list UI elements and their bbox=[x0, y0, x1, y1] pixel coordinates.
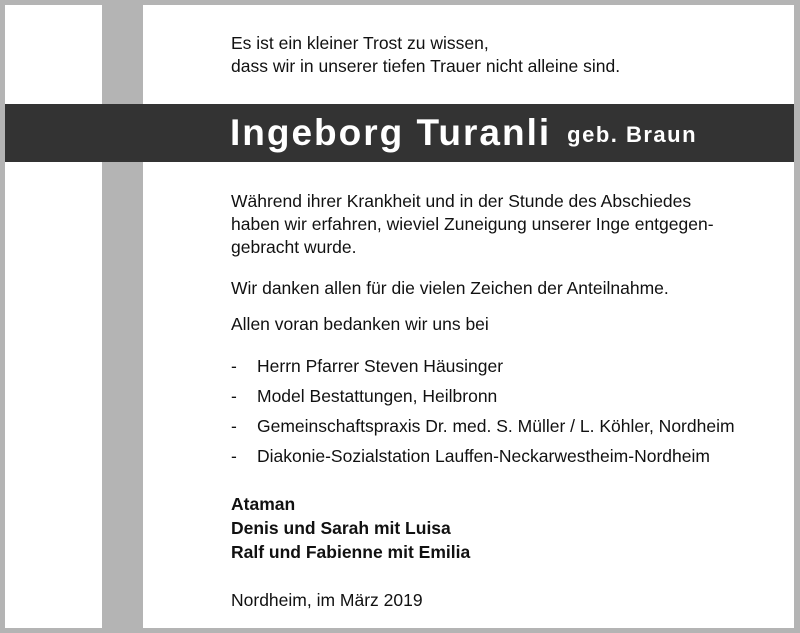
paragraph-3: Allen voran bedanken wir uns bei bbox=[231, 314, 489, 334]
dash-bullet: - bbox=[231, 386, 237, 406]
dash-bullet: - bbox=[231, 416, 237, 436]
signer-line: Ralf und Fabienne mit Emilia bbox=[231, 542, 471, 562]
dash-bullet: - bbox=[231, 446, 237, 466]
maiden-name: geb. Braun bbox=[567, 122, 698, 147]
signer-line: Denis und Sarah mit Luisa bbox=[231, 518, 451, 538]
cross-stripe-vertical bbox=[102, 5, 143, 628]
intro-line-1: Es ist ein kleiner Trost zu wissen, bbox=[231, 33, 489, 53]
list-item bbox=[231, 385, 735, 415]
signer-line: Ataman bbox=[231, 494, 296, 514]
signers bbox=[231, 492, 470, 564]
list-item-text: Diakonie-Sozialstation Lauffen-Neckarwestheim-Nordheim bbox=[257, 446, 710, 466]
intro-line-2: dass wir in unserer tiefen Trauer nicht alleine sind. bbox=[231, 56, 621, 76]
list-item-text: Gemeinschaftspraxis Dr. med. S. Müller / L. Köhler, Nordheim bbox=[257, 416, 735, 436]
list-item-text: Model Bestattungen, Heilbronn bbox=[257, 386, 498, 406]
dash-bullet: - bbox=[231, 356, 237, 376]
list-item bbox=[231, 355, 735, 385]
paragraph-2: Wir danken allen für die vielen Zeichen der Anteilnahme. bbox=[231, 278, 669, 298]
place-date: Nordheim, im März 2019 bbox=[231, 590, 423, 610]
paragraph-1 bbox=[231, 190, 714, 259]
paragraph-1-line: Während ihrer Krankheit und in der Stunde des Abschiedes bbox=[231, 191, 692, 211]
paragraph-1-line: gebracht wurde. bbox=[231, 237, 357, 257]
deceased-name-banner bbox=[230, 104, 697, 162]
left-panel bbox=[5, 5, 102, 628]
intro-text bbox=[231, 32, 620, 78]
paragraph-1-line: haben wir erfahren, wieviel Zuneigung unserer Inge entgegen- bbox=[231, 214, 714, 234]
list-item bbox=[231, 445, 735, 475]
list-item-text: Herrn Pfarrer Steven Häusinger bbox=[257, 356, 504, 376]
thanks-list bbox=[231, 355, 735, 475]
list-item bbox=[231, 415, 735, 445]
deceased-name: Ingeborg Turanli bbox=[230, 112, 552, 153]
